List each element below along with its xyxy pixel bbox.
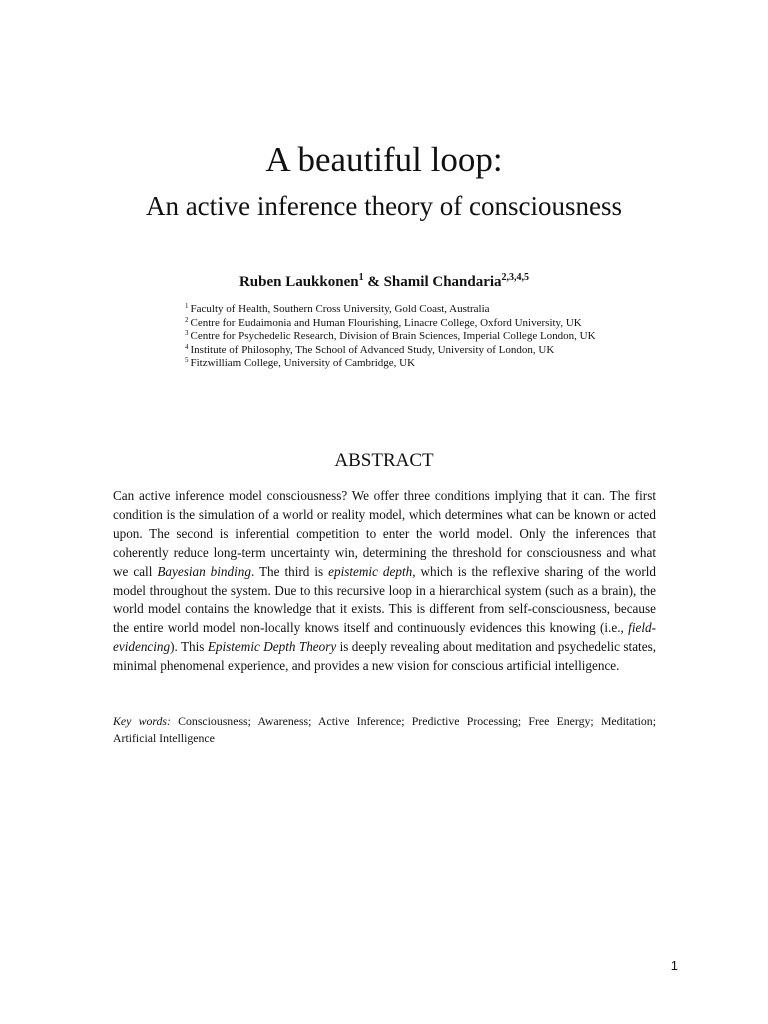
affiliation-text: Fitzwilliam College, University of Cambridge, UK [190, 357, 416, 370]
affiliation-number: 2 [185, 315, 189, 324]
abstract-text: ). This [170, 639, 208, 655]
affiliation-item [185, 317, 655, 331]
abstract-text: Can active inference model consciousness? We offer three conditions implying that it can. The first condition is the simulation of a world or reality model, which determines what can be known or acted upon. The second is inferential competition to enter the world model. Only the inferences that coherently reduce long-term uncertainty win, determining the threshold for consciousness and what we call [113, 488, 656, 579]
abstract-text: , which is the reflexive sharing of the world model throughout the system. Due to this recursive loop in a hierarchical system (such as a brain), the world model contains the knowledge that it exists. This is different from self-consciousness, because the entire world model non-locally knows itself and continuously evidences this knowing (i.e., [113, 563, 656, 636]
affiliation-text: Centre for Psychedelic Research, Division of Brain Sciences, Imperial College London, UK [190, 330, 596, 343]
affiliation-item [185, 303, 655, 317]
affiliation-number: 5 [185, 356, 189, 365]
abstract-paragraph [113, 487, 656, 676]
author-list [0, 272, 768, 292]
affiliation-number: 4 [185, 342, 189, 351]
author-affiliation-marker: 1 [358, 272, 364, 283]
keywords-line [113, 713, 656, 747]
abstract-heading: ABSTRACT [334, 450, 434, 471]
abstract-emphasis: field-evidencing [113, 620, 656, 655]
keywords-label: Key words: [113, 714, 171, 728]
author-affiliation-marker: 2,3,4,5 [501, 272, 530, 283]
affiliation-text: Faculty of Health, Southern Cross University, Gold Coast, Australia [190, 303, 490, 315]
affiliation-item [185, 357, 655, 371]
affiliation-item [185, 330, 655, 344]
author-name: Shamil Chandaria [383, 274, 502, 290]
affiliation-item [185, 344, 655, 358]
abstract-text: is deeply revealing about meditation and psychedelic states, minimal phenomenal experience, and provides a new vision for conscious artificial intelligence. [113, 639, 656, 674]
abstract-emphasis: Epistemic Depth Theory [207, 639, 337, 655]
affiliation-number: 1 [185, 302, 189, 310]
abstract-text: . The third is [250, 563, 329, 579]
author-name: Ruben Laukkonen [238, 274, 359, 290]
paper-title: A beautiful loop: [265, 140, 503, 179]
affiliation-text: Institute of Philosophy, The School of Advanced Study, University of London, UK [190, 343, 555, 356]
author-separator: & [363, 274, 384, 290]
affiliation-list [185, 303, 655, 371]
page-number: 1 [670, 958, 678, 973]
affiliation-number: 3 [185, 329, 189, 338]
keywords-text: Consciousness; Awareness; Active Inference; Predictive Processing; Free Energy; Meditation; Artificial Intelligence [113, 714, 656, 745]
paper-subtitle: An active inference theory of consciousness [145, 191, 623, 221]
abstract-emphasis: Bayesian binding [157, 563, 251, 579]
abstract-emphasis: epistemic depth [328, 563, 413, 579]
affiliation-text: Centre for Eudaimonia and Human Flourishing, Linacre College, Oxford University, UK [190, 316, 582, 329]
